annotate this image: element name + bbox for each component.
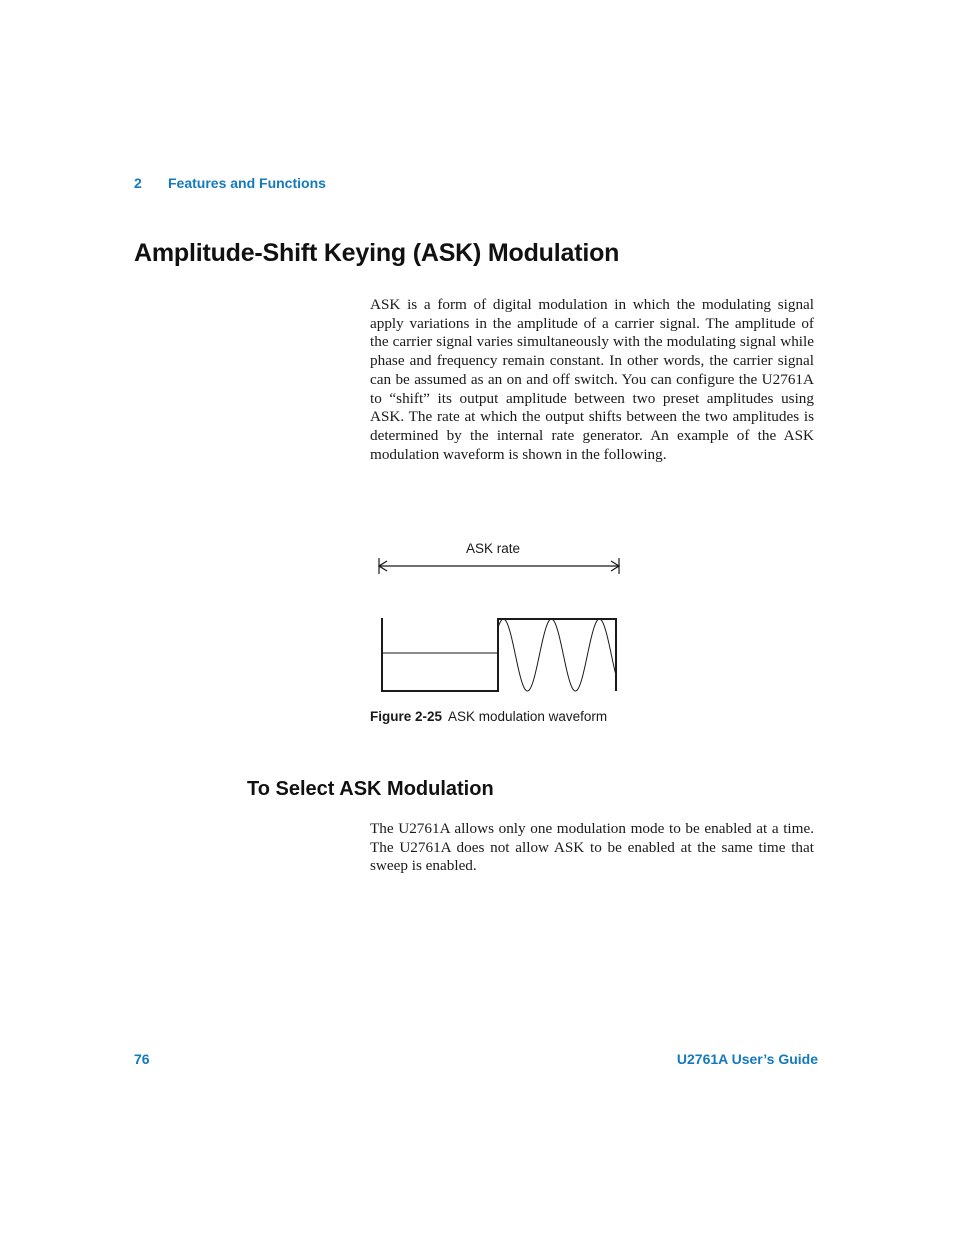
guide-title: U2761A User’s Guide [676,1051,818,1067]
section-title: Amplitude-Shift Keying (ASK) Modulation [134,239,620,267]
subsection-title: To Select ASK Modulation [247,778,494,800]
figure-caption-label: Figure 2-25 [370,709,443,724]
ask-rate-label: ASK rate [466,541,521,556]
ask-rate-arrow [379,558,619,574]
ask-waveform-figure [370,535,630,700]
subsection-paragraph: The U2761A allows only one modulation mode to be enabled at a time. The U2761A does not allow ASK to be enabled at the same time that sweep is enabled. [370,820,814,875]
modulating-square-wave [382,618,616,691]
chapter-number: 2 [134,175,142,191]
figure-caption [370,709,607,724]
carrier-sine-wave [498,619,616,691]
page-number: 76 [134,1051,150,1067]
running-header [134,175,326,191]
intro-paragraph: ASK is a form of digital modulation in which the modulating signal apply variations in the amplitude of a carrier signal. The amplitude of the carrier signal varies simultaneously with the modulating signal while phase and frequency remain constant. In other words, the carrier signal can be assumed as an on and off switch. You can configure the U2761A to “shift” its output amplitude between two preset amplitudes using ASK. The rate at which the output shifts between the two amplitudes is determined by the internal rate generator. An example of the ASK modulation waveform is shown in the following. [370,296,814,463]
chapter-title: Features and Functions [168,175,326,191]
figure-caption-text: ASK modulation waveform [448,709,608,724]
